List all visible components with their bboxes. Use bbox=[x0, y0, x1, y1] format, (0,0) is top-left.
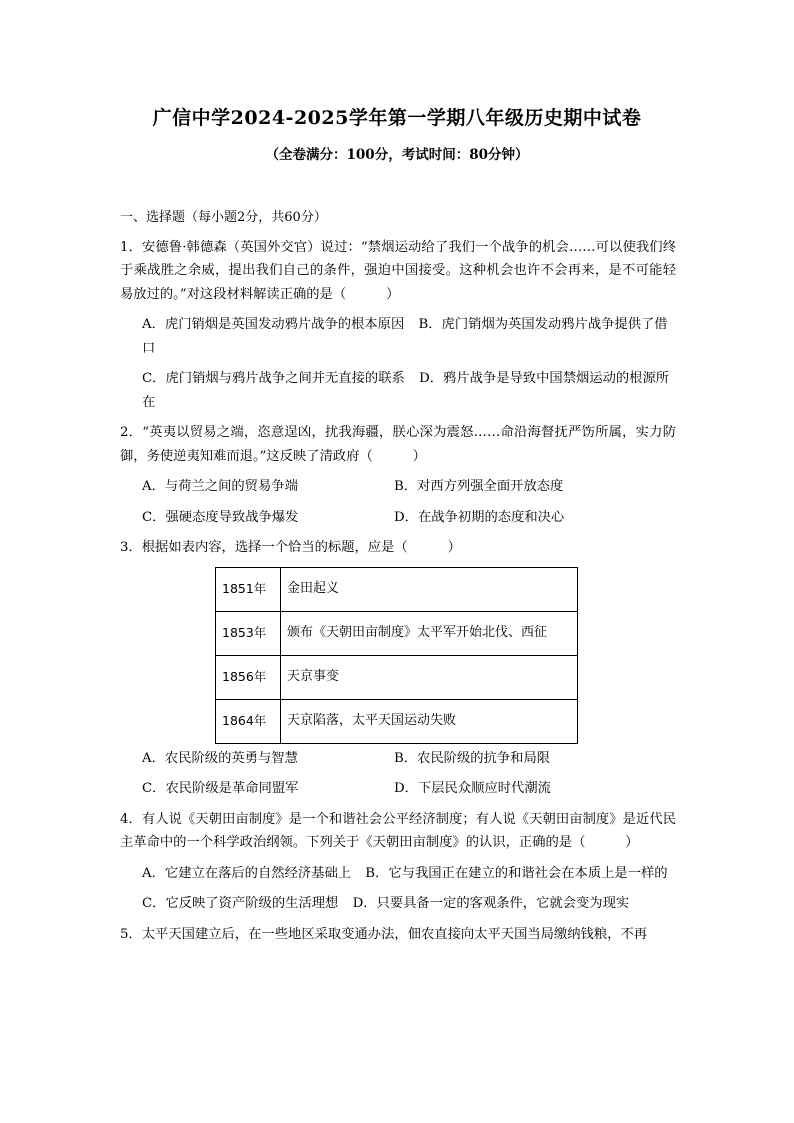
question-2-options-row1 bbox=[142, 475, 676, 499]
question-4-option-c[interactable]: C．它反映了资产阶级的生活理想 bbox=[142, 896, 339, 911]
table-event-cell: 天京事变 bbox=[281, 655, 578, 699]
table-event-cell: 颁布《天朝田亩制度》太平军开始北伐、西征 bbox=[281, 611, 578, 655]
table-row bbox=[216, 611, 578, 655]
table-year-cell: 1853年 bbox=[216, 611, 281, 655]
question-2-option-a[interactable]: A．与荷兰之间的贸易争端 bbox=[142, 479, 298, 494]
question-1-options-row1 bbox=[142, 313, 676, 360]
question-2-option-b[interactable]: B．对西方列强全面开放态度 bbox=[394, 479, 564, 494]
question-3-option-c[interactable]: C．农民阶级是革命同盟军 bbox=[142, 781, 299, 796]
question-3-option-a[interactable]: A．农民阶级的英勇与智慧 bbox=[142, 750, 298, 766]
question-1-option-d[interactable]: D．鸦片战争是导致中国禁烟运动的根源所在 bbox=[142, 371, 670, 410]
question-1-stem: 1．安德鲁·韩德森（英国外交官）说过：“禁烟运动给了我们一个战争的机会……可以使我们终于乘战胜之余威，提出我们自己的条件，强迫中国接受。这种机会也许不会再来，是不可能轻易放过的。”对这段材料解读正确的是（ ） bbox=[120, 239, 676, 302]
question-3-stem: 3．根据如表内容，选择一个恰当的标题，应是（ ） bbox=[120, 540, 461, 555]
exam-content bbox=[120, 206, 676, 953]
question-1-options-row2 bbox=[142, 367, 676, 414]
question-1-option-c[interactable]: C．虎门销烟与鸦片战争之间并无直接的联系 bbox=[142, 371, 405, 386]
question-2-options-row2 bbox=[142, 506, 676, 530]
exam-subtitle: （全卷满分：100分，考试时间：80分钟） bbox=[265, 147, 529, 163]
question-3-option-b[interactable]: B．农民阶级的抗争和局限 bbox=[394, 750, 551, 766]
question-3-table bbox=[215, 567, 578, 744]
table-event-cell: 天京陷落，太平天国运动失败 bbox=[281, 699, 578, 743]
question-4-option-b[interactable]: B．它与我国正在建立的和谐社会在本质上是一样的 bbox=[365, 865, 668, 881]
table-row bbox=[216, 699, 578, 743]
table-year-cell: 1864年 bbox=[216, 699, 281, 743]
question-4-option-d[interactable]: D．只要具备一定的客观条件，它就会变为现实 bbox=[352, 896, 630, 911]
question-2-option-d[interactable]: D．在战争初期的态度和决心 bbox=[394, 509, 565, 525]
question-3-options-row1 bbox=[142, 747, 676, 771]
table-row bbox=[216, 567, 578, 611]
question-4-options-row2 bbox=[142, 892, 676, 916]
question-1-option-a[interactable]: A．虎门销烟是英国发动鸦片战争的根本原因 bbox=[142, 317, 405, 332]
question-4-options-row1 bbox=[142, 862, 676, 886]
exam-title: 广信中学2024-2025学年第一学期八年级历史期中试卷 bbox=[152, 107, 642, 129]
question-4-option-a[interactable]: A．它建立在落后的自然经济基础上 bbox=[142, 865, 352, 881]
table-year-cell: 1856年 bbox=[216, 655, 281, 699]
question-3-options-row2 bbox=[142, 777, 676, 801]
table-event-cell: 金田起义 bbox=[281, 567, 578, 611]
table-row bbox=[216, 655, 578, 699]
section-heading: 一、选择题（每小题2分，共60分） bbox=[120, 210, 327, 225]
question-2-option-c[interactable]: C．强硬态度导致战争爆发 bbox=[142, 509, 299, 525]
question-5-stem: 5．太平天国建立后，在一些地区采取变通办法，佃农直接向太平天国当局缴纳钱粮，不再 bbox=[120, 926, 648, 942]
question-3-option-d[interactable]: D．下层民众顺应时代潮流 bbox=[394, 781, 551, 796]
question-2-stem: 2．“英夷以贸易之端，恣意逞凶，扰我海疆，朕心深为震怒……命沿海督抚严饬所属，实力防御，务使逆夷知难而退。”这反映了清政府（ ） bbox=[120, 425, 676, 464]
table-year-cell: 1851年 bbox=[216, 567, 281, 611]
question-4-stem: 4．有人说《天朝田亩制度》是一个和谐社会公平经济制度；有人说《天朝田亩制度》是近代民主革命中的一个科学政治纲领。下列关于《天朝田亩制度》的认识，正确的是（ ） bbox=[120, 811, 676, 850]
question-1-option-b[interactable]: B．虎门销烟为英国发动鸦片战争提供了借口 bbox=[142, 317, 668, 356]
